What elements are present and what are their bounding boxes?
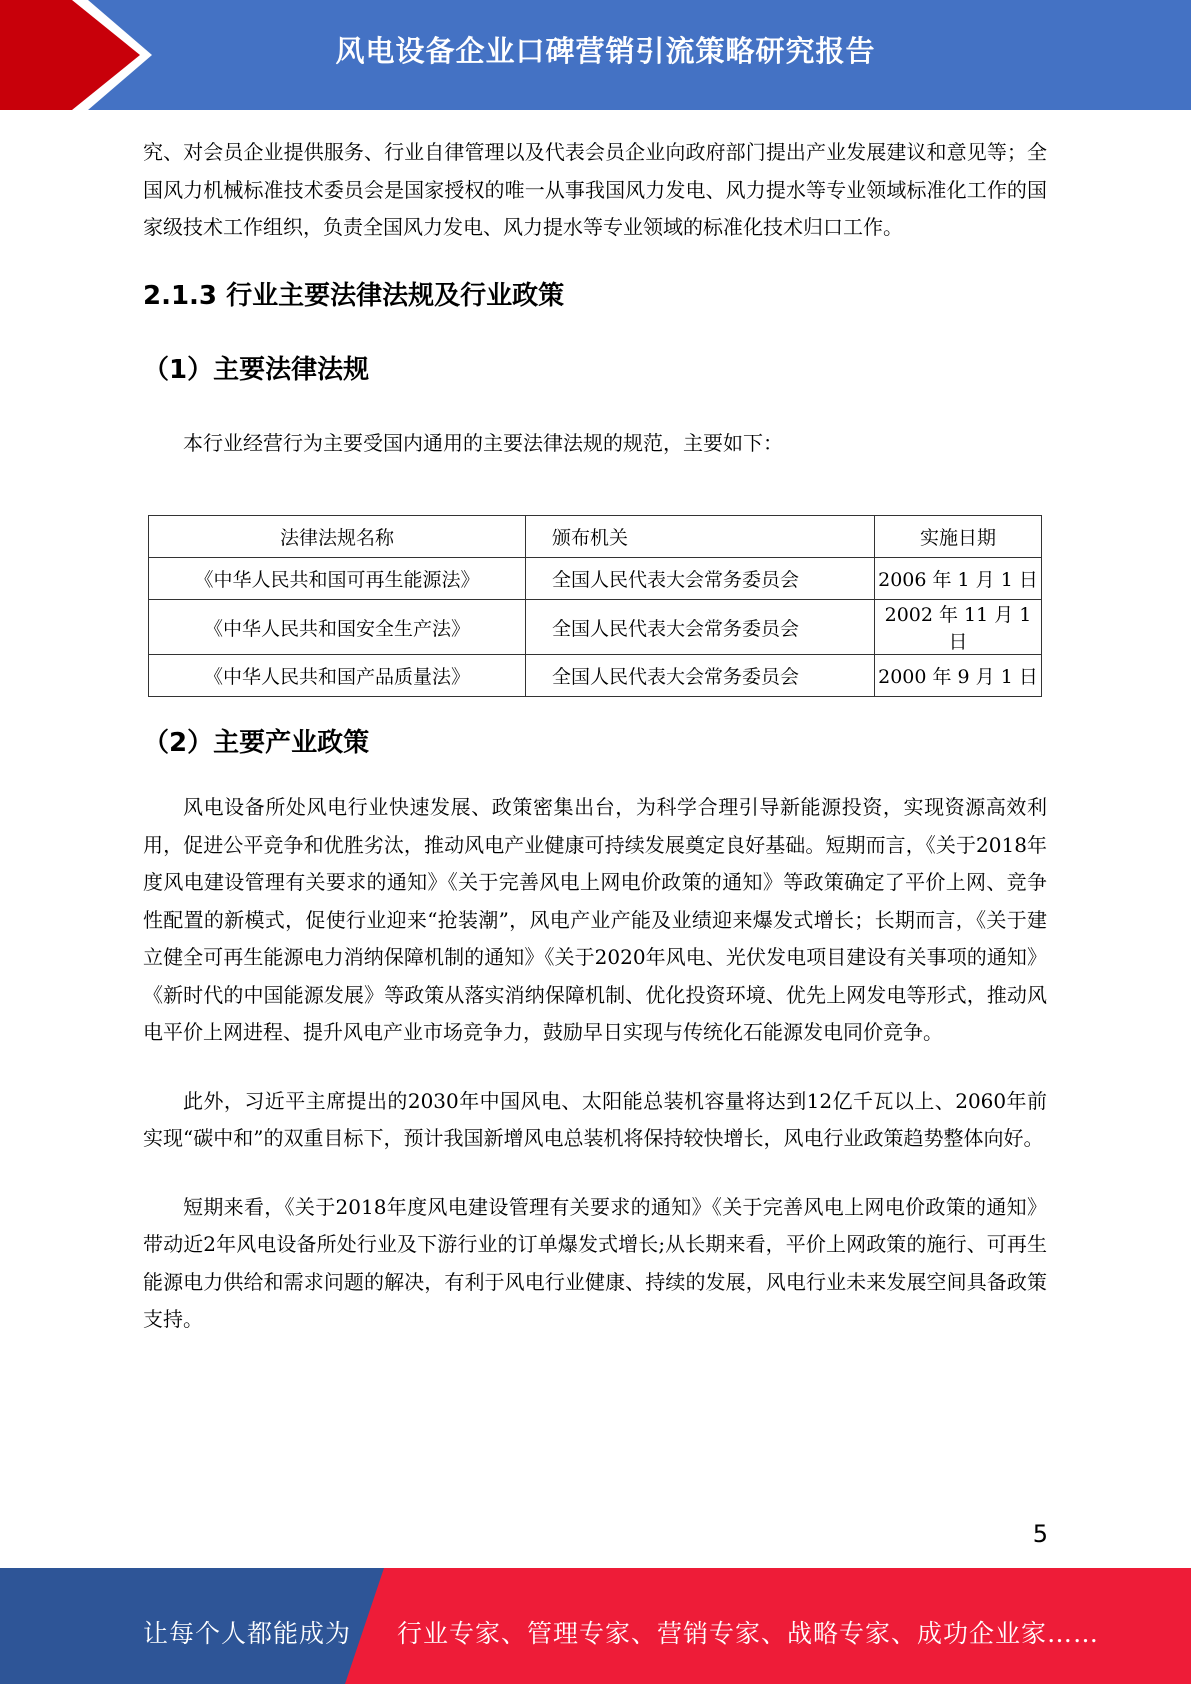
table-row <box>149 655 1042 697</box>
report-title: 风电设备企业口碑营销引流策略研究报告 <box>335 34 876 68</box>
policy-paragraph: 此外，习近平主席提出的2030年中国风电、太阳能总装机容量将达到12亿千瓦以上、2060年前实现“碳中和”的双重目标下，预计我国新增风电总装机将保持较快增长，风电行业政策趋势整体向好。 <box>143 1088 1047 1150</box>
intro-paragraph: 究、对会员企业提供服务、行业自律管理以及代表会员企业向政府部门提出产业发展建议和意见等；全国风力机械标准技术委员会是国家授权的唯一从事我国风力发电、风力提水等专业领域标准化工作的国家级技术工作组织，负责全国风力发电、风力提水等专业领域的标准化技术归口工作。 <box>143 140 1047 239</box>
section-heading: 2.1.3 行业主要法律法规及行业政策 <box>143 281 565 311</box>
law-table-header-authority: 颁布机关 <box>526 516 875 558</box>
intro-text-block <box>143 134 1047 247</box>
footer-slogan-left: 让每个人都能成为 <box>143 1619 352 1648</box>
law-authority-cell: 全国人民代表大会常务委员会 <box>526 600 875 655</box>
table-row <box>149 600 1042 655</box>
law-table <box>148 515 1042 697</box>
law-date-cell: 2002 年 11 月 1 日 <box>875 600 1042 655</box>
policy-paragraph: 短期来看，《关于2018年度风电建设管理有关要求的通知》《关于完善风电上网电价政策的通知》带动近2年风电设备所处行业及下游行业的订单爆发式增长;从长期来看，平价上网政策的施行、可再生能源电力供给和需求问题的解决，有利于风电行业健康、持续的发展，风电行业未来发展空间具备政策支持。 <box>143 1194 1047 1331</box>
law-authority-cell: 全国人民代表大会常务委员会 <box>526 655 875 697</box>
law-table-header-date: 实施日期 <box>875 516 1042 558</box>
subsection-heading-policies: （2）主要产业政策 <box>143 728 370 758</box>
law-name-cell: 《中华人民共和国可再生能源法》 <box>149 558 526 600</box>
policy-paragraph: 风电设备所处风电行业快速发展、政策密集出台，为科学合理引导新能源投资，实现资源高效利用，促进公平竞争和优胜劣汰，推动风电产业健康可持续发展奠定良好基础。短期而言，《关于2018年度风电建设管理有关要求的通知》《关于完善风电上网电价政策的通知》等政策确定了平价上网、竞争性配置的新模式，促使行业迎来“抢装潮”，风电产业产能及业绩迎来爆发式增长；长期而言，《关于建立健全可再生能源电力消纳保障机制的通知》《关于2020年风电、光伏发电项目建设有关事项的通知》《新时代的中国能源发展》等政策从落实消纳保障机制、优化投资环境、优先上网发电等形式，推动风电平价上网进程、提升风电产业市场竞争力，鼓励早日实现与传统化石能源发电同价竞争。 <box>143 795 1047 1044</box>
page-footer-banner <box>0 1568 1191 1684</box>
subsection-heading-laws: （1）主要法律法规 <box>143 355 370 385</box>
footer-slogan-right: 行业专家、管理专家、营销专家、战略专家、成功企业家…… <box>397 1619 1100 1648</box>
law-name-cell: 《中华人民共和国安全生产法》 <box>149 600 526 655</box>
policy-text-block <box>143 789 1047 1339</box>
law-date-cell: 2006 年 1 月 1 日 <box>875 558 1042 600</box>
laws-intro-paragraph: 本行业经营行为主要受国内通用的主要法律法规的规范，主要如下： <box>183 431 783 455</box>
law-date-cell: 2000 年 9 月 1 日 <box>875 655 1042 697</box>
law-authority-cell: 全国人民代表大会常务委员会 <box>526 558 875 600</box>
table-row <box>149 558 1042 600</box>
law-table-header-name: 法律法规名称 <box>149 516 526 558</box>
law-name-cell: 《中华人民共和国产品质量法》 <box>149 655 526 697</box>
law-table-header-row <box>149 516 1042 558</box>
laws-intro-block <box>143 425 1047 463</box>
page-number: 5 <box>1032 1520 1048 1548</box>
page-header-banner <box>0 0 1191 110</box>
